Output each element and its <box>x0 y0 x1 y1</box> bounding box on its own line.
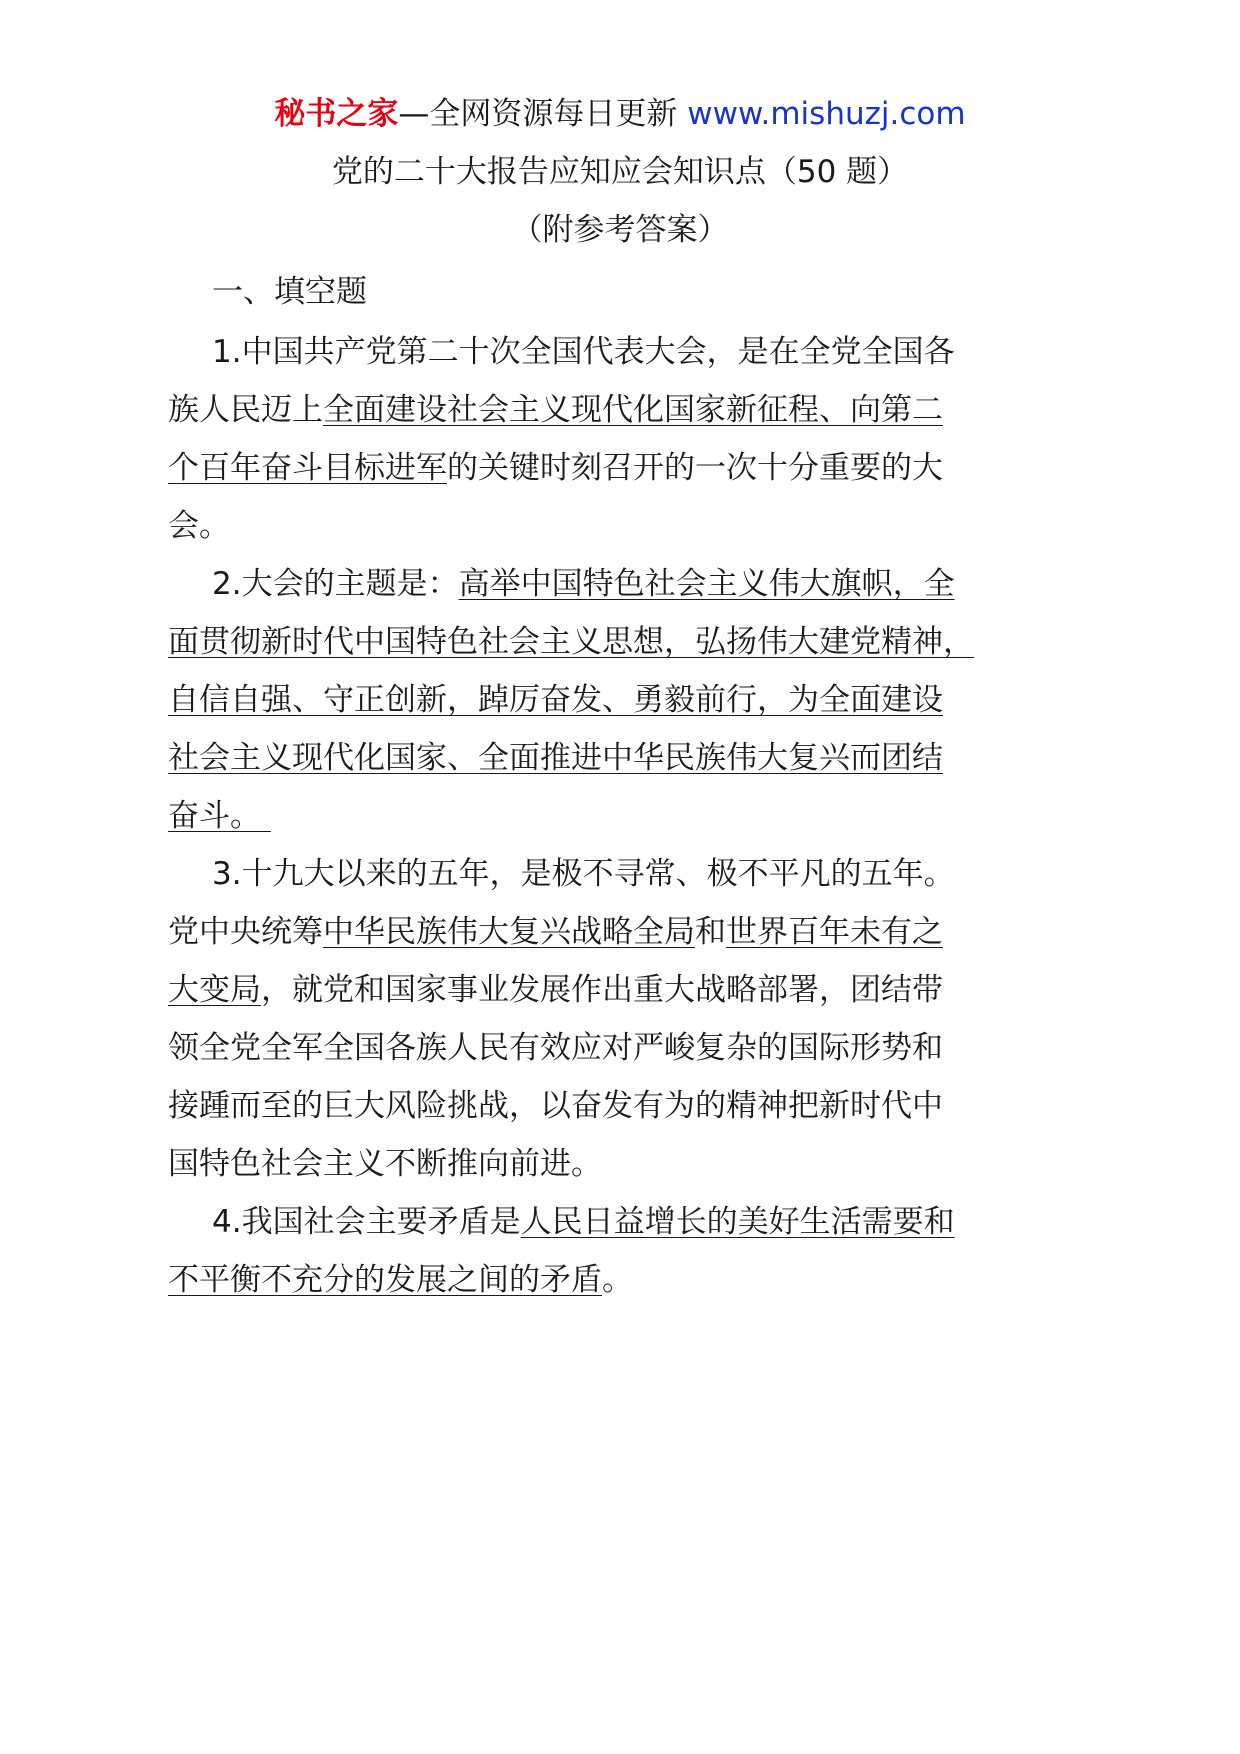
q3-answer-1: 中华民族伟大复兴战略全局 <box>323 914 695 950</box>
q2-line-1 <box>212 562 955 606</box>
q1-text: 的关键时刻召开的一次十分重要的大 <box>447 450 943 486</box>
q1-answer: 个百年奋斗目标进军 <box>168 450 447 486</box>
q2-text: 2.大会的主题是： <box>212 566 459 602</box>
q2-answer: 高举中国特色社会主义伟大旗帜，全 <box>458 566 955 602</box>
q3-text: ，就党和国家事业发展作出重大战略部署，团结带 <box>261 972 943 1008</box>
q1-text: 族人民迈上 <box>168 392 323 428</box>
q3-line-4: 领全党全军全国各族人民有效应对严峻复杂的国际形势和 <box>168 1030 943 1066</box>
q2-line-3: 自信自强、守正创新，踔厉奋发、勇毅前行，为全面建设 <box>168 682 943 718</box>
q3-line-5: 接踵而至的巨大风险挑战，以奋发有为的精神把新时代中 <box>168 1088 943 1124</box>
header-slogan: —全网资源每日更新 <box>398 96 688 132</box>
q3-line-3 <box>168 968 943 1012</box>
q4-text: 4.我国社会主要矛盾是 <box>212 1204 521 1240</box>
q4-answer: 人民日益增长的美好生活需要和 <box>520 1204 955 1240</box>
section-heading: 一、填空题 <box>212 274 367 310</box>
q2-line-5: 奋斗。 <box>168 798 271 834</box>
q1-line-3 <box>168 446 943 490</box>
q3-line-1: 3.十九大以来的五年，是极不寻常、极不平凡的五年。 <box>212 856 955 892</box>
q1-line-2 <box>168 388 943 432</box>
q2-line-4: 社会主义现代化国家、全面推进中华民族伟大复兴而团结 <box>168 740 943 776</box>
q2-line-2: 面贯彻新时代中国特色社会主义思想，弘扬伟大建党精神， <box>168 624 974 660</box>
q3-line-2 <box>168 910 943 954</box>
document-subtitle: （附参考答案） <box>511 212 729 248</box>
q1-line-4: 会。 <box>168 508 230 544</box>
q3-text: 党中央统筹 <box>168 914 323 950</box>
site-url-link[interactable]: www.mishuzj.com <box>687 96 966 132</box>
q3-answer-2: 世界百年未有之 <box>726 914 943 950</box>
site-header <box>0 92 1240 136</box>
q4-line-1 <box>212 1200 955 1244</box>
q4-line-2 <box>168 1258 633 1302</box>
q3-line-6: 国特色社会主义不断推向前进。 <box>168 1146 602 1182</box>
q3-answer-2: 大变局 <box>168 972 261 1008</box>
q1-answer: 全面建设社会主义现代化国家新征程、向第二 <box>323 392 943 428</box>
q4-answer: 不平衡不充分的发展之间的矛盾 <box>168 1262 602 1298</box>
brand-name: 秘书之家 <box>274 96 399 132</box>
q3-text: 和 <box>695 914 726 950</box>
q1-line-1: 1.中国共产党第二十次全国代表大会，是在全党全国各 <box>212 334 955 370</box>
document-title: 党的二十大报告应知应会知识点（50 题） <box>331 154 909 190</box>
q4-text: 。 <box>602 1262 633 1298</box>
